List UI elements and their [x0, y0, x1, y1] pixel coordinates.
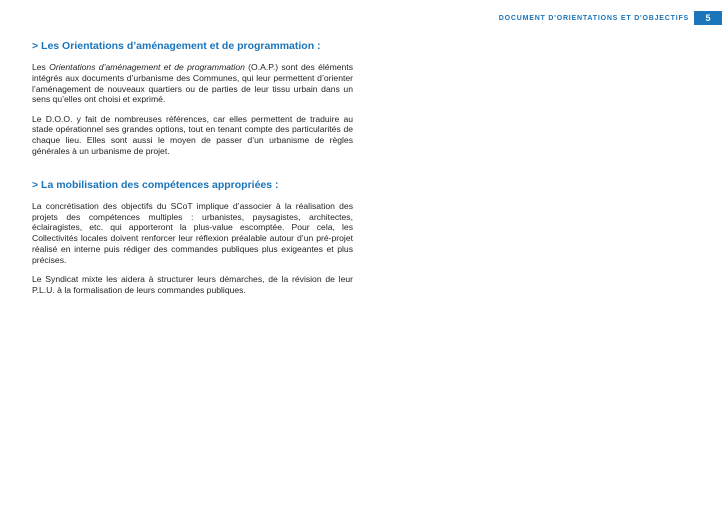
- paragraph-syndicat-mixte: Le Syndicat mixte les aidera à structurer leurs démarches, de la révision de leur P.L.U. à la formalisation de leurs commandes publiques.: [32, 274, 353, 295]
- document-content: [32, 40, 353, 304]
- section-heading-competences: > La mobilisation des compétences appropriées :: [32, 178, 279, 191]
- paragraph-text: Les: [32, 62, 50, 72]
- paragraph-italic-text: Orientations d’aménagement et de programmation: [49, 62, 245, 72]
- section-heading-orientations: > Les Orientations d’aménagement et de programmation :: [32, 40, 321, 52]
- paragraph-concretisation: La concrétisation des objectifs du SCoT implique d’associer à la réalisation des projets des compétences multiples : urbanistes, paysagistes, architectes, éclairagistes, etc. qui apporteront la plus-value escomptée. Pour cela, les Collectivités locales doivent renforcer leur réflexion préalable autour d’un pré-projet réalisé en interne puis rédiger des commandes publiques plus exigeantes et plus précises.: [32, 200, 353, 265]
- paragraph-oap: [32, 62, 353, 105]
- page-number-badge: [694, 11, 722, 25]
- page-header: [499, 11, 722, 25]
- page-number: 5: [705, 13, 711, 23]
- header-title: DOCUMENT D'ORIENTATIONS ET D'OBJECTIFS: [498, 14, 689, 22]
- paragraph-text: (O.A.P.) sont des éléments intégrés aux documents d’urbanisme des Communes, qui leur permettent d’orienter l’aménagement de nouveaux quartiers ou de parties de leur tissu urbain dans un sens qu’elles ont choisi et exprimé.: [32, 62, 353, 105]
- paragraph-doo-references: Le D.O.O. y fait de nombreuses références, car elles permettent de traduire au stade opérationnel ses grandes options, tout en tenant compte des particularités de chaque lieu. Elles sont aussi le moyen de passer d’un urbanisme de règles générales à un urbanisme de projet.: [32, 113, 353, 157]
